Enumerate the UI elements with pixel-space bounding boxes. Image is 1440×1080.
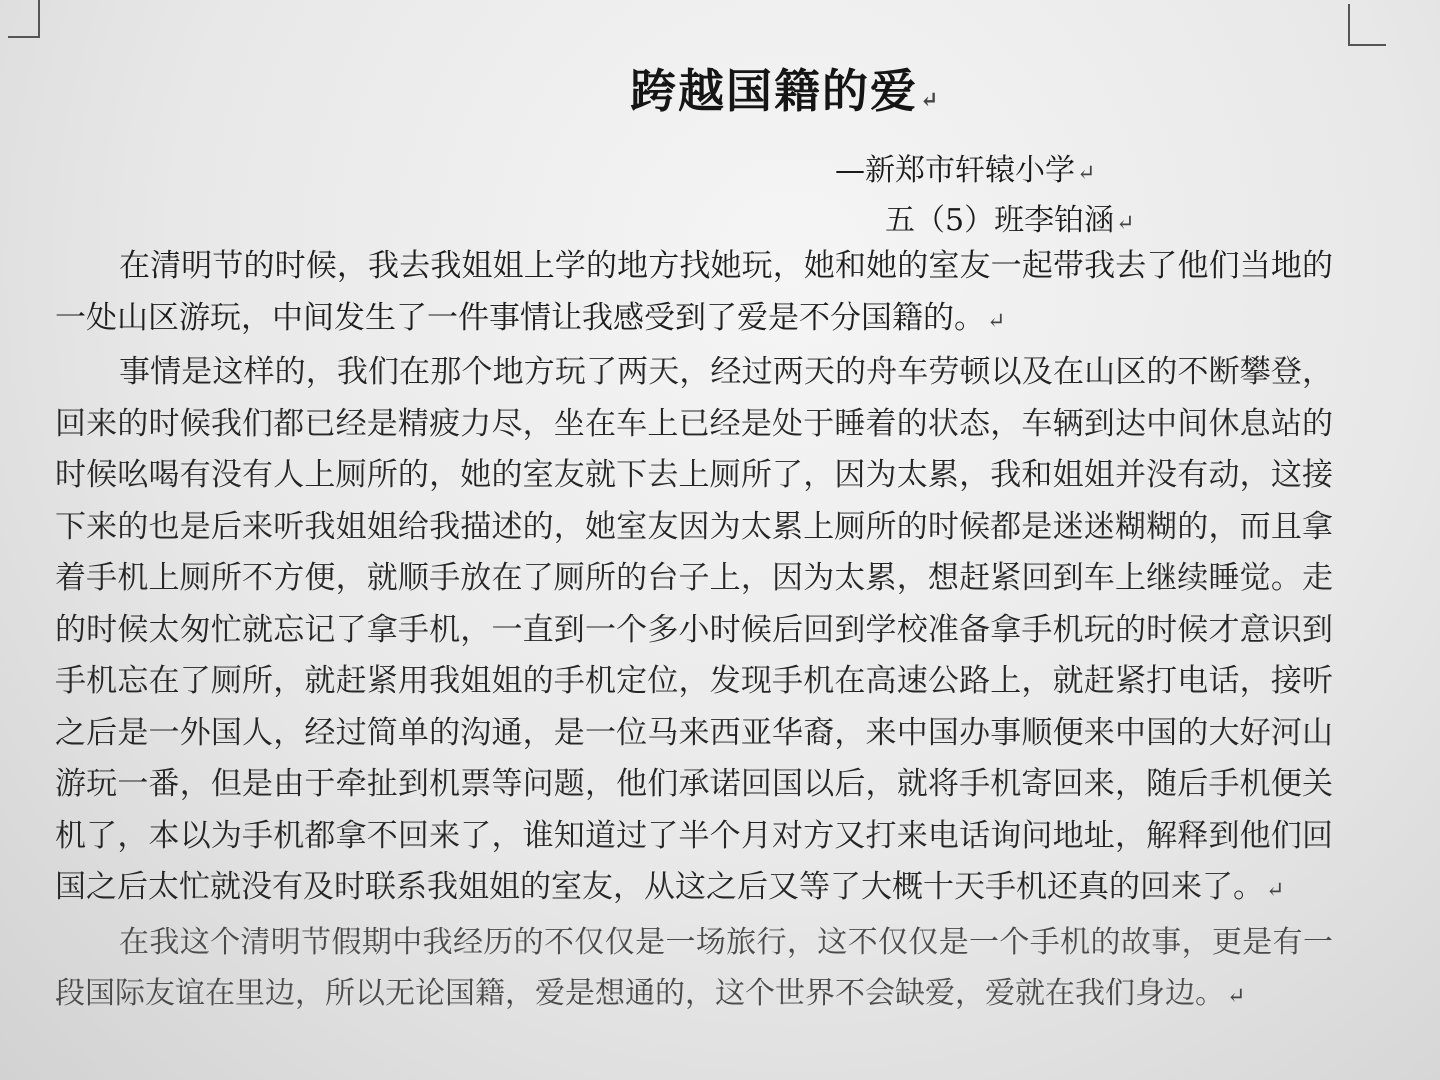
author-class: 五（5）班李铂涵↵: [885, 203, 1135, 238]
page-corner-mark-top-left: [8, 0, 40, 38]
paragraph-mark: ↵: [920, 87, 941, 113]
paragraph-1: 在清明节的时候，我去我姐姐上学的地方找她玩，她和她的室友一起带我去了他们当地的一处山区游玩，中间发生了一件事情让我感受到了爱是不分国籍的。↵: [55, 248, 1333, 336]
page-corner-mark-top-right: [1348, 4, 1386, 46]
paragraph-mark: ↵: [987, 308, 1006, 334]
author-school: —新郑市轩辕小学↵: [835, 153, 1096, 188]
document-title: 跨越国籍的爱↵: [630, 64, 941, 118]
document-page: [55, 55, 1345, 1055]
paragraph-mark: ↵: [1077, 161, 1096, 186]
paragraph-3: 在我这个清明节假期中我经历的不仅仅是一场旅行，这不仅仅是一个手机的故事，更是有一段国际友谊在里边，所以无论国籍，爱是想通的，这个世界不会缺爱，爱就在我们身边。↵: [55, 924, 1333, 1011]
document-body: [55, 241, 1333, 1023]
paragraph-mark: ↵: [1227, 984, 1246, 1009]
paragraph-2: 事情是这样的，我们在那个地方玩了两天，经过两天的舟车劳顿以及在山区的不断攀登，回来的时候我们都已经是精疲力尽，坐在车上已经是处于睡着的状态，车辆到达中间休息站的时候吆喝有没有人上厕所的，她的室友就下去上厕所了，因为太累，我和姐姐并没有动，这接下来的也是后来听我姐姐给我描述的，她室友因为太累上厕所的时候都是迷迷糊糊的，而且拿着手机上厕所不方便，就顺手放在了厕所的台子上，因为太累，想赶紧回到车上继续睡觉。走的时候太匆忙就忘记了拿手机，一直到一个多小时候后回到学校准备拿手机玩的时候才意识到手机忘在了厕所，就赶紧用我姐姐的手机定位，发现手机在高速公路上，就赶紧打电话，接听之后是一外国人，经过简单的沟通，是一位马来西亚华裔，来中国办事顺便来中国的大好河山游玩一番，但是由于牵扯到机票等问题，他们承诺回国以后，就将手机寄回来，随后手机便关机了，本以为手机都拿不回来了，谁知道过了半个月对方又打来电话询问地址，解释到他们回国之后太忙就没有及时联系我姐姐的室友，从这之后又等了大概十天手机还真的回来了。↵: [55, 354, 1333, 905]
paragraph-mark: ↵: [1116, 211, 1135, 236]
paragraph-mark: ↵: [1266, 878, 1285, 903]
